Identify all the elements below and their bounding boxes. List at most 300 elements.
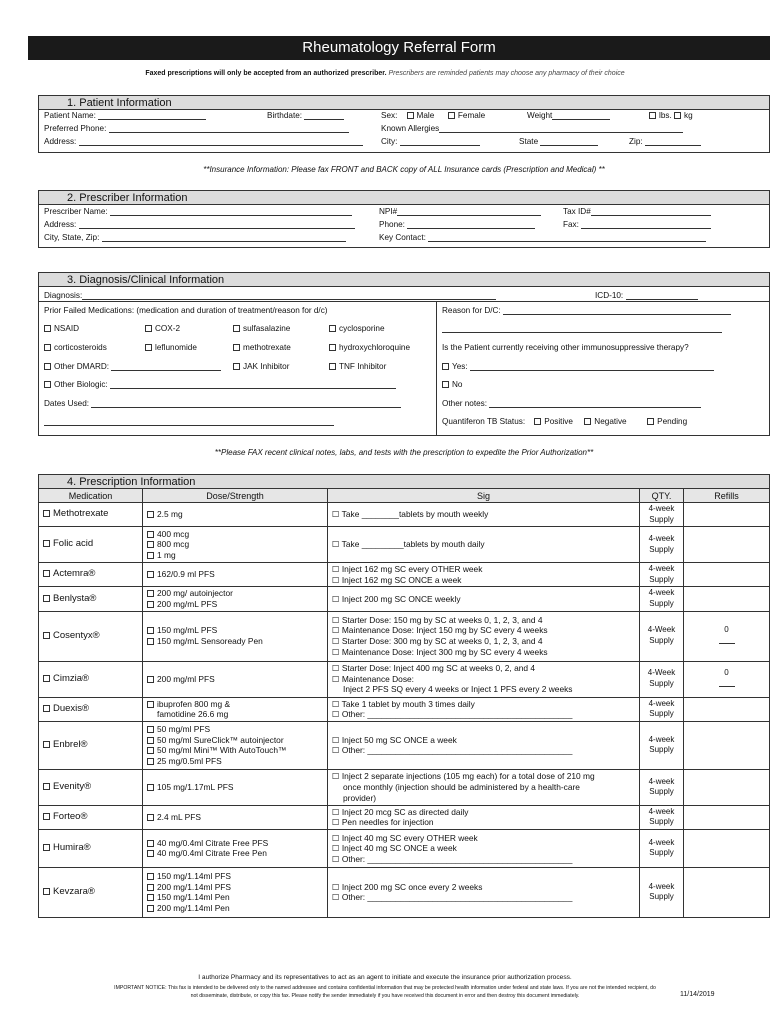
- medication-checkbox[interactable]: [43, 632, 50, 639]
- refills-cell[interactable]: [684, 587, 770, 611]
- medication-name: Cimzia®: [53, 672, 90, 684]
- refills-cell[interactable]: [684, 829, 770, 867]
- tax-id-field[interactable]: [591, 208, 711, 216]
- other-biologic-field[interactable]: [110, 381, 396, 389]
- medication-name: Humira®: [53, 842, 91, 854]
- table-row: [39, 697, 770, 721]
- leflunomide-label: leflunomide: [155, 343, 197, 352]
- prescriber-name-label: Prescriber Name:: [44, 207, 108, 216]
- dose-option[interactable]: [147, 756, 323, 767]
- dose-option[interactable]: [147, 812, 323, 823]
- dose-option[interactable]: [147, 882, 323, 893]
- dose-option[interactable]: [147, 699, 323, 710]
- medication-cell: [39, 721, 143, 769]
- jak-inhibitor-label: JAK Inhibitor: [243, 362, 290, 371]
- qty-cell: 4-week Supply: [640, 563, 684, 587]
- authorization-statement: I authorize Pharmacy and its representatives to act as an agent to initiate and execute the insurance prior authorization process.: [198, 974, 572, 981]
- dose-option[interactable]: [147, 745, 323, 756]
- dose-option[interactable]: [147, 709, 323, 720]
- sig-option[interactable]: ☐ Inject 50 mg SC ONCE a week: [332, 734, 457, 745]
- kg-label: kg: [684, 111, 693, 120]
- prescriber-phone-field[interactable]: [407, 221, 535, 229]
- dose-cell: [143, 587, 328, 611]
- prescriber-information-section: [38, 190, 770, 248]
- sig-option[interactable]: ☐ Inject 20 mcg SC as directed daily: [332, 806, 469, 817]
- dose-option[interactable]: [147, 529, 323, 540]
- dose-checkbox[interactable]: [147, 590, 154, 597]
- sig-cell: [328, 527, 640, 563]
- medication-name: Folic acid: [53, 538, 94, 550]
- dose-checkbox[interactable]: [147, 840, 154, 847]
- medication-checkbox[interactable]: [43, 570, 50, 577]
- corticosteroids-label: corticosteroids: [54, 343, 107, 352]
- dose-label: 800 mcg: [157, 539, 190, 550]
- cox2-checkbox[interactable]: [145, 325, 152, 332]
- dates-used-field-2[interactable]: [44, 418, 334, 426]
- icd10-field[interactable]: [626, 292, 698, 300]
- reason-dc-field-2[interactable]: [442, 325, 722, 333]
- dose-option[interactable]: [147, 724, 323, 735]
- methotrexate-label: methotrexate: [243, 343, 291, 352]
- dose-cell: [143, 697, 328, 721]
- sig-option[interactable]: ☐ Pen needles for injection: [332, 817, 434, 828]
- medication-checkbox[interactable]: [43, 741, 50, 748]
- medication-checkbox[interactable]: [43, 813, 50, 820]
- dates-used-field[interactable]: [91, 400, 401, 408]
- reason-dc-field[interactable]: [503, 307, 731, 315]
- medication-name: Enbrel®: [53, 738, 88, 750]
- birthdate-field[interactable]: [304, 112, 344, 120]
- dose-label: 1 mg: [157, 549, 176, 560]
- qty-cell: 4-Week Supply: [640, 611, 684, 661]
- sig-option[interactable]: ☐ Maintenance Dose: Inject 150 mg by SC every 4 weeks: [332, 625, 548, 636]
- table-row: [39, 829, 770, 867]
- tb-status-label: Quantiferon TB Status:: [442, 417, 526, 426]
- dose-checkbox[interactable]: [147, 627, 154, 634]
- dose-option[interactable]: [147, 674, 323, 685]
- sig-cell: [328, 769, 640, 805]
- sig-option[interactable]: ☐ Maintenance Dose:: [332, 673, 414, 684]
- dose-checkbox[interactable]: [147, 905, 154, 912]
- qty-cell: 4-week Supply: [640, 805, 684, 829]
- dose-label: 400 mcg: [157, 528, 190, 539]
- weight-label: Weight: [527, 111, 553, 120]
- dose-checkbox[interactable]: [147, 701, 154, 708]
- key-contact-label: Key Contact:: [379, 233, 426, 242]
- refills-value: 0: [724, 667, 729, 677]
- hydroxychloroquine-checkbox[interactable]: [329, 344, 336, 351]
- prescriber-phone-label: Phone:: [379, 220, 405, 229]
- lbs-checkbox[interactable]: [649, 112, 656, 119]
- tb-pending-label: Pending: [657, 417, 688, 426]
- sulfasalazine-checkbox[interactable]: [233, 325, 240, 332]
- dose-checkbox[interactable]: [147, 850, 154, 857]
- qty-cell: 4-week Supply: [640, 503, 684, 527]
- section-heading: 3. Diagnosis/Clinical Information: [39, 273, 769, 287]
- dose-label: 200 mg/ml PFS: [157, 673, 215, 684]
- immunosuppressive-question: Is the Patient currently receiving other immunosuppressive therapy?: [442, 343, 689, 352]
- prescriber-address-label: Address:: [44, 220, 77, 229]
- dose-checkbox[interactable]: [147, 894, 154, 901]
- female-checkbox[interactable]: [448, 112, 455, 119]
- npi-field[interactable]: [397, 208, 541, 216]
- qty-cell: 4-week Supply: [640, 769, 684, 805]
- table-row: [39, 805, 770, 829]
- diagnosis-field[interactable]: [82, 292, 496, 300]
- address-label: Address:: [44, 137, 77, 146]
- dose-checkbox[interactable]: [147, 531, 154, 538]
- medication-name: Cosentyx®: [53, 629, 100, 641]
- dose-label: 105 mg/1.17mL PFS: [157, 781, 234, 792]
- refills-cell[interactable]: [684, 527, 770, 563]
- dose-option[interactable]: [147, 871, 323, 882]
- sex-label: Sex:: [381, 111, 398, 120]
- sig-option[interactable]: ☐ Take _________tablets by mouth daily: [332, 539, 485, 550]
- zip-label: Zip:: [629, 137, 643, 146]
- dose-option[interactable]: [147, 569, 323, 580]
- yes-field[interactable]: [470, 363, 714, 371]
- dose-checkbox[interactable]: [147, 758, 154, 765]
- medication-checkbox[interactable]: [43, 675, 50, 682]
- dose-label: 200 mg/mL PFS: [157, 598, 218, 609]
- kg-checkbox[interactable]: [674, 112, 681, 119]
- sig-option[interactable]: ☐ Maintenance Dose: Inject 300 mg by SC every 4 weeks: [332, 646, 548, 657]
- tnf-inhibitor-label: TNF Inhibitor: [339, 362, 387, 371]
- refills-cell[interactable]: [684, 867, 770, 917]
- nsaid-label: NSAID: [54, 324, 80, 333]
- dose-option[interactable]: [147, 599, 323, 610]
- male-checkbox[interactable]: [407, 112, 414, 119]
- medication-cell: [39, 587, 143, 611]
- dose-label: 150 mg/1.14ml PFS: [157, 871, 232, 882]
- medication-checkbox[interactable]: [43, 705, 50, 712]
- sig-cell: [328, 721, 640, 769]
- sig-option[interactable]: ☐ Starter Dose: 300 mg by SC at weeks 0, 1, 2, 3, and 4: [332, 636, 543, 647]
- sig-option[interactable]: Inject 2 PFS SQ every 4 weeks or Inject 1 PFS every 2 weeks: [343, 684, 573, 695]
- table-row: [39, 769, 770, 805]
- dose-label: famotidine 26.6 mg: [157, 709, 229, 720]
- dose-option[interactable]: [147, 625, 323, 636]
- preferred-phone-field[interactable]: [109, 125, 349, 133]
- refills-cell[interactable]: [684, 503, 770, 527]
- cyclosporine-label: cyclosporine: [339, 324, 385, 333]
- other-dmard-field[interactable]: [111, 363, 221, 371]
- prescriber-address-field[interactable]: [79, 221, 355, 229]
- dose-checkbox[interactable]: [147, 884, 154, 891]
- medication-checkbox[interactable]: [43, 888, 50, 895]
- dose-cell: [143, 611, 328, 661]
- dose-checkbox[interactable]: [147, 601, 154, 608]
- medication-name: Duexis®: [53, 702, 90, 714]
- medication-checkbox[interactable]: [43, 540, 50, 547]
- qty-cell: 4-week Supply: [640, 527, 684, 563]
- dose-checkbox[interactable]: [147, 541, 154, 548]
- sig-option[interactable]: ☐ Other: ____________________________________________: [332, 892, 573, 903]
- prescription-table: [38, 488, 770, 918]
- diagnosis-label: Diagnosis:: [44, 291, 83, 300]
- dose-option[interactable]: [147, 588, 323, 599]
- other-dmard-label: Other DMARD:: [54, 362, 110, 371]
- sig-option[interactable]: ☐ Inject 162 mg SC ONCE a week: [332, 574, 462, 585]
- dates-used-label: Dates Used:: [44, 399, 90, 408]
- weight-field[interactable]: [552, 112, 610, 120]
- dose-cell: [143, 769, 328, 805]
- refills-cell[interactable]: [684, 697, 770, 721]
- dose-option[interactable]: [147, 848, 323, 859]
- dose-label: ibuprofen 800 mg &: [157, 698, 231, 709]
- prescription-information-section: [38, 474, 770, 489]
- other-notes-label: Other notes:: [442, 399, 488, 408]
- form-date: 11/14/2019: [680, 991, 715, 998]
- city-field[interactable]: [400, 138, 480, 146]
- dose-checkbox[interactable]: [147, 873, 154, 880]
- sig-cell: [328, 503, 640, 527]
- allergies-field[interactable]: [439, 125, 683, 133]
- col-medication: Medication: [39, 489, 143, 503]
- sig-option[interactable]: once monthly (injection should be administered by a health-care: [343, 781, 580, 792]
- table-row: [39, 867, 770, 917]
- table-row: [39, 503, 770, 527]
- dose-checkbox[interactable]: [147, 784, 154, 791]
- dose-option[interactable]: [147, 838, 323, 849]
- birthdate-label: Birthdate:: [267, 111, 303, 120]
- medication-cell: [39, 527, 143, 563]
- refills-cell[interactable]: [684, 721, 770, 769]
- sig-option[interactable]: ☐ Starter Dose: Inject 400 mg SC at weeks 0, 2, and 4: [332, 663, 536, 674]
- dose-checkbox[interactable]: [147, 737, 154, 744]
- fax-notice-bold: Faxed prescriptions will only be accepted from an authorized prescriber.: [145, 70, 387, 77]
- dose-checkbox[interactable]: [147, 726, 154, 733]
- sig-option[interactable]: ☐ Other: ____________________________________________: [332, 745, 573, 756]
- medication-checkbox[interactable]: [43, 595, 50, 602]
- dose-label: 40 mg/0.4ml Citrate Free Pen: [157, 848, 267, 859]
- sig-cell: [328, 587, 640, 611]
- medication-name: Evenity®: [53, 780, 92, 792]
- medication-cell: [39, 503, 143, 527]
- dose-label: 25 mg/0.5ml PFS: [157, 755, 222, 766]
- refills-cell[interactable]: [684, 611, 770, 661]
- sig-option[interactable]: ☐ Other: ____________________________________________: [332, 853, 573, 864]
- fax-field[interactable]: [581, 221, 711, 229]
- tb-negative-checkbox[interactable]: [584, 418, 591, 425]
- yes-label: Yes:: [452, 362, 468, 371]
- nsaid-checkbox[interactable]: [44, 325, 51, 332]
- dose-label: 40 mg/0.4ml Citrate Free PFS: [157, 837, 269, 848]
- patient-name-label: Patient Name:: [44, 111, 96, 120]
- address-field[interactable]: [79, 138, 363, 146]
- dose-cell: [143, 721, 328, 769]
- preferred-phone-label: Preferred Phone:: [44, 124, 107, 133]
- refills-line[interactable]: [719, 679, 735, 687]
- medication-name: Actemra®: [53, 568, 96, 580]
- dose-option[interactable]: [147, 782, 323, 793]
- confidentiality-line-1: IMPORTANT NOTICE: This fax is intended to be delivered only to the named addressee and contains confidential information that may be protected health information under federal and state laws. If you are not the intended recipient, do: [114, 985, 656, 991]
- npi-label: NPI#: [379, 207, 398, 216]
- medication-cell: [39, 661, 143, 697]
- zip-field[interactable]: [645, 138, 701, 146]
- cyclosporine-checkbox[interactable]: [329, 325, 336, 332]
- table-row: [39, 721, 770, 769]
- fax-clinical-note: **Please FAX recent clinical notes, labs, and tests with the prescription to expedite the Prior Authorization**: [214, 448, 594, 457]
- dose-cell: [143, 661, 328, 697]
- medication-checkbox[interactable]: [43, 844, 50, 851]
- prescriber-city-label: City, State, Zip:: [44, 233, 100, 242]
- dose-checkbox[interactable]: [147, 814, 154, 821]
- refills-cell[interactable]: [684, 805, 770, 829]
- other-biologic-checkbox[interactable]: [44, 381, 51, 388]
- col-refills: Refills: [684, 489, 770, 503]
- sig-option[interactable]: ☐ Take ________tablets by mouth weekly: [332, 509, 489, 520]
- fax-notice-rest: Prescribers are reminded patients may choose any pharmacy of their choice: [388, 70, 625, 77]
- dose-option[interactable]: [147, 903, 323, 914]
- diagnosis-clinical-section: [38, 272, 770, 436]
- sig-option[interactable]: ☐ Inject 2 separate injections (105 mg each) for a total dose of 210 mg: [332, 771, 595, 782]
- no-label: No: [452, 380, 463, 389]
- dose-label: 50 mg/ml Mini™ With AutoTouch™: [157, 745, 287, 756]
- table-row: [39, 563, 770, 587]
- sig-option[interactable]: ☐ Inject 162 mg SC every OTHER week: [332, 564, 483, 575]
- medication-name: Benlysta®: [53, 592, 97, 604]
- table-row: [39, 611, 770, 661]
- state-label: State: [519, 137, 539, 146]
- lbs-label: lbs.: [659, 111, 672, 120]
- dose-checkbox[interactable]: [147, 511, 154, 518]
- dose-label: 150 mg/mL Sensoready Pen: [157, 636, 263, 647]
- allergies-label: Known Allergies: [381, 124, 440, 133]
- col-qty: QTY.: [640, 489, 684, 503]
- prior-failed-label: Prior Failed Medications: (medication and duration of treatment/reason for d/c): [44, 306, 328, 315]
- methotrexate-checkbox[interactable]: [233, 344, 240, 351]
- dose-option[interactable]: [147, 509, 323, 520]
- medication-cell: [39, 769, 143, 805]
- tb-positive-checkbox[interactable]: [534, 418, 541, 425]
- dose-cell: [143, 527, 328, 563]
- dose-label: 150 mg/mL PFS: [157, 625, 218, 636]
- other-notes-field[interactable]: [489, 400, 701, 408]
- qty-cell: 4-week Supply: [640, 829, 684, 867]
- medication-checkbox[interactable]: [43, 510, 50, 517]
- sig-option[interactable]: ☐ Other: ____________________________________________: [332, 709, 573, 720]
- table-row: [39, 661, 770, 697]
- sig-option[interactable]: ☐ Inject 200 mg SC once every 2 weeks: [332, 881, 483, 892]
- qty-cell: 4-week Supply: [640, 867, 684, 917]
- medication-cell: [39, 697, 143, 721]
- refills-cell[interactable]: [684, 769, 770, 805]
- refills-line[interactable]: [719, 636, 735, 644]
- qty-cell: 4-week Supply: [640, 721, 684, 769]
- sig-cell: [328, 805, 640, 829]
- sig-option[interactable]: ☐ Inject 40 mg SC every OTHER week: [332, 832, 478, 843]
- dose-label: 2.5 mg: [157, 509, 183, 520]
- no-checkbox[interactable]: [442, 381, 449, 388]
- tb-positive-label: Positive: [544, 417, 573, 426]
- sig-option[interactable]: ☐ Inject 40 mg SC ONCE a week: [332, 843, 457, 854]
- medication-name: Methotrexate: [53, 508, 109, 520]
- table-row: [39, 587, 770, 611]
- sig-cell: [328, 697, 640, 721]
- medication-cell: [39, 611, 143, 661]
- sig-option[interactable]: ☐ Take 1 tablet by mouth 3 times daily: [332, 698, 475, 709]
- sig-cell: [328, 661, 640, 697]
- prescriber-city-field[interactable]: [102, 234, 346, 242]
- icd10-label: ICD-10:: [595, 291, 624, 300]
- dose-label: 50 mg/ml SureClick™ autoinjector: [157, 734, 284, 745]
- sig-option[interactable]: ☐ Starter Dose: 150 mg by SC at weeks 0, 1, 2, 3, and 4: [332, 614, 543, 625]
- corticosteroids-checkbox[interactable]: [44, 344, 51, 351]
- yes-checkbox[interactable]: [442, 363, 449, 370]
- sig-cell: [328, 829, 640, 867]
- state-field[interactable]: [540, 138, 598, 146]
- qty-cell: 4-Week Supply: [640, 661, 684, 697]
- prescriber-name-field[interactable]: [110, 208, 352, 216]
- dose-label: 200 mg/ autoinjector: [157, 588, 233, 599]
- dose-checkbox[interactable]: [147, 552, 154, 559]
- dose-checkbox[interactable]: [147, 676, 154, 683]
- sig-option[interactable]: provider): [343, 792, 377, 803]
- dose-checkbox[interactable]: [147, 571, 154, 578]
- table-row: [39, 527, 770, 563]
- jak-inhibitor-checkbox[interactable]: [233, 363, 240, 370]
- dose-option[interactable]: [147, 550, 323, 561]
- dose-option[interactable]: [147, 735, 323, 746]
- other-biologic-label: Other Biologic:: [54, 380, 108, 389]
- section-heading: 4. Prescription Information: [39, 475, 769, 489]
- section-heading: 1. Patient Information: [39, 96, 769, 110]
- dose-option[interactable]: [147, 539, 323, 550]
- col-dose: Dose/Strength: [143, 489, 328, 503]
- medication-cell: [39, 563, 143, 587]
- section-heading: 2. Prescriber Information: [39, 191, 769, 205]
- medication-checkbox[interactable]: [43, 783, 50, 790]
- tb-pending-checkbox[interactable]: [647, 418, 654, 425]
- form-title: Rheumatology Referral Form: [28, 36, 770, 60]
- confidentiality-notice: [0, 984, 770, 1000]
- dose-cell: [143, 829, 328, 867]
- medication-cell: [39, 867, 143, 917]
- reason-dc-label: Reason for D/C:: [442, 306, 501, 315]
- patient-name-field[interactable]: [98, 112, 206, 120]
- patient-information-section: [38, 95, 770, 153]
- refills-cell[interactable]: [684, 661, 770, 697]
- dose-option[interactable]: [147, 892, 323, 903]
- dose-option[interactable]: [147, 636, 323, 647]
- col-sig: Sig: [328, 489, 640, 503]
- medication-name: Forteo®: [53, 811, 88, 823]
- sig-option[interactable]: ☐ Inject 200 mg SC ONCE weekly: [332, 593, 461, 604]
- dose-cell: [143, 805, 328, 829]
- key-contact-field[interactable]: [428, 234, 706, 242]
- sig-cell: [328, 611, 640, 661]
- medication-cell: [39, 805, 143, 829]
- refills-value: 0: [724, 624, 729, 634]
- other-dmard-checkbox[interactable]: [44, 363, 51, 370]
- dose-label: 162/0.9 ml PFS: [157, 569, 215, 580]
- insurance-note: **Insurance Information: Please fax FRONT and BACK copy of ALL Insurance cards (Prescription and Medical) **: [203, 165, 605, 174]
- dose-checkbox[interactable]: [147, 747, 154, 754]
- leflunomide-checkbox[interactable]: [145, 344, 152, 351]
- hydroxychloroquine-label: hydroxychloroquine: [339, 343, 411, 352]
- dose-checkbox[interactable]: [147, 638, 154, 645]
- dose-label: 200 mg/1.14ml Pen: [157, 903, 230, 914]
- female-label: Female: [457, 111, 486, 120]
- city-label: City:: [381, 137, 398, 146]
- refills-cell[interactable]: [684, 563, 770, 587]
- male-label: Male: [416, 111, 435, 120]
- sig-cell: [328, 563, 640, 587]
- qty-cell: 4-week Supply: [640, 587, 684, 611]
- tnf-inhibitor-checkbox[interactable]: [329, 363, 336, 370]
- prescription-rows: [39, 503, 770, 918]
